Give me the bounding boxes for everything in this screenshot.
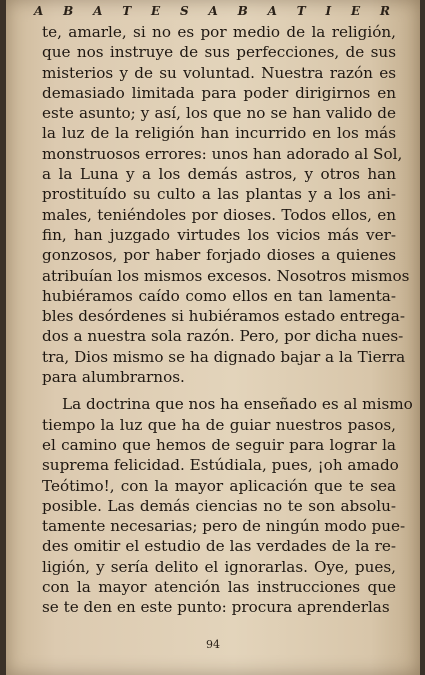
running-head bbox=[34, 4, 390, 18]
text-line: Teótimo!, con la mayor aplicación que te sea bbox=[42, 476, 396, 495]
text-line: demasiado limitada para poder dirigirnos en bbox=[42, 83, 396, 102]
text-line: hubiéramos caído como ellos en tan lamenta- bbox=[42, 286, 396, 305]
text-line: suprema felicidad. Estúdiala, pues, ¡oh amado bbox=[42, 456, 399, 475]
text-line: para alumbrarnos. bbox=[42, 368, 185, 387]
text-line: prostituído su culto a las plantas y a los ani- bbox=[42, 185, 396, 204]
running-head-letter: I bbox=[325, 4, 332, 18]
text-line: misterios y de su voluntad. Nuestra razón es bbox=[42, 63, 396, 82]
page-number: 94 bbox=[206, 638, 220, 651]
body-text bbox=[42, 22, 413, 618]
running-head-letter: A bbox=[34, 4, 44, 18]
text-line: posible. Las demás ciencias no te son absolu- bbox=[42, 496, 396, 515]
running-head-letter: B bbox=[237, 4, 248, 18]
text-line: tamente necesarias; pero de ningún modo pue- bbox=[42, 517, 406, 536]
text-line: atribuían los mismos excesos. Nosotros mismos bbox=[42, 266, 410, 285]
text-line: ligión, y sería delito el ignorarlas. Oye, pues, bbox=[42, 557, 396, 576]
text-line: a la Luna y a los demás astros, y otros han bbox=[42, 165, 396, 184]
running-head-letter: B bbox=[63, 4, 74, 18]
text-line: des omitir el estudio de las verdades de la re- bbox=[42, 537, 396, 556]
text-line: fin, han juzgado virtudes los vicios más ver- bbox=[42, 225, 396, 244]
running-head-letter: R bbox=[379, 4, 390, 18]
running-head-letter: T bbox=[122, 4, 132, 18]
text-line: gonzosos, por haber forjado dioses a quienes bbox=[42, 246, 396, 265]
text-line: el camino que hemos de seguir para lograr la bbox=[42, 435, 396, 454]
text-line: la luz de la religión han incurrido en los más bbox=[42, 124, 396, 143]
running-head-letter: T bbox=[296, 4, 306, 18]
text-line: que nos instruye de sus perfecciones, de sus bbox=[42, 43, 396, 62]
text-line: tiempo la luz que ha de guiar nuestros pasos, bbox=[42, 415, 396, 434]
text-line: males, teniéndoles por dioses. Todos ellos, en bbox=[42, 205, 396, 224]
running-head-letter: E bbox=[151, 4, 161, 18]
text-line: este asunto; y así, los que no se han valido de bbox=[42, 104, 396, 123]
text-line: La doctrina que nos ha enseñado es al mismo bbox=[62, 395, 413, 414]
paragraph-1 bbox=[42, 22, 410, 387]
text-line: bles desórdenes si hubiéramos estado entrega- bbox=[42, 307, 405, 326]
running-head-letter: A bbox=[208, 4, 218, 18]
running-head-letter: A bbox=[93, 4, 103, 18]
text-line: dos a nuestra sola razón. Pero, por dicha nues- bbox=[42, 327, 404, 346]
text-line: se te den en este punto: procura aprenderlas bbox=[42, 598, 390, 617]
text-line: tra, Dios mismo se ha dignado bajar a la Tierra bbox=[42, 347, 406, 366]
text-line: te, amarle, si no es por medio de la religión, bbox=[42, 23, 396, 41]
text-line: con la mayor atención las instrucciones que bbox=[42, 578, 396, 597]
book-page bbox=[6, 0, 420, 675]
running-head-letter: S bbox=[180, 4, 189, 18]
running-head-letter: E bbox=[351, 4, 361, 18]
text-line: monstruosos errores: unos han adorado al Sol, bbox=[42, 144, 403, 163]
paragraph-2 bbox=[42, 394, 413, 617]
running-head-letter: A bbox=[267, 4, 277, 18]
